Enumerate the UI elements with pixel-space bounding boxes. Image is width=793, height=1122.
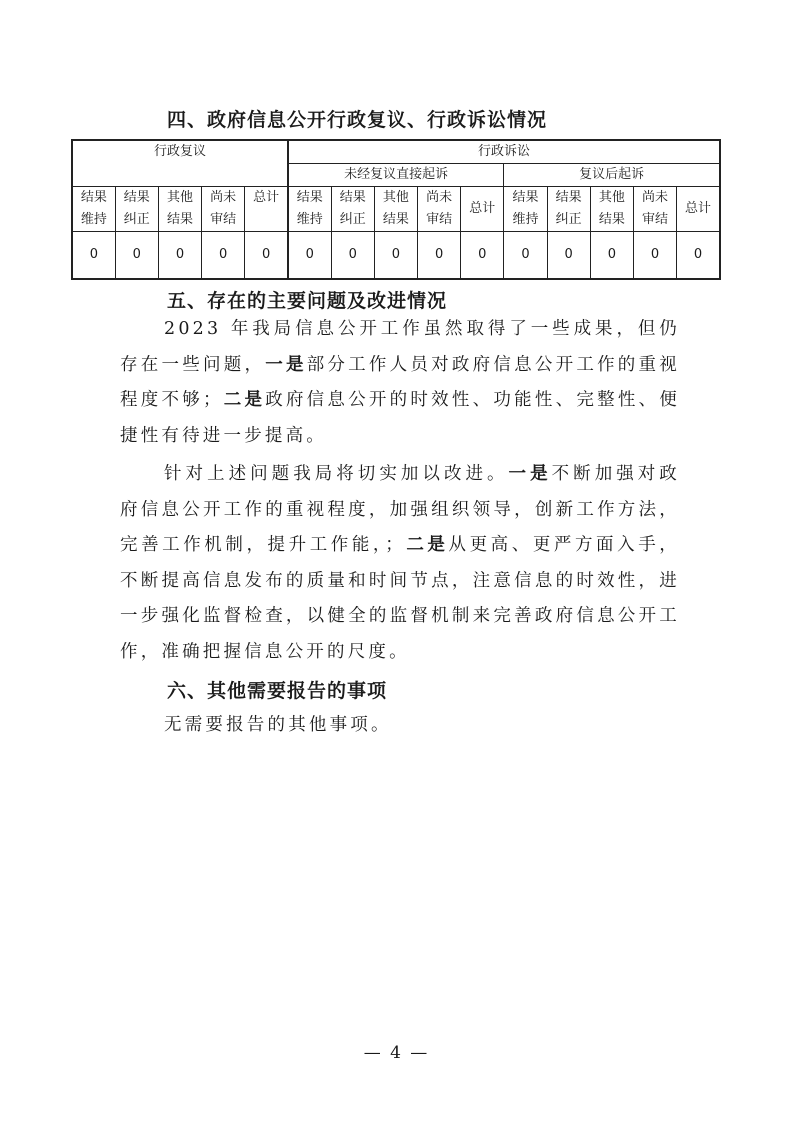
direct-suit-header: 未经复议直接起诉 bbox=[288, 164, 504, 187]
table-cell: 0 bbox=[547, 232, 590, 279]
table-header-row-3 bbox=[72, 187, 720, 232]
table-cell: 0 bbox=[245, 232, 288, 279]
emphasis-second: 二是 bbox=[223, 390, 266, 410]
admin-litigation-header: 行政诉讼 bbox=[288, 140, 720, 164]
emphasis-first: 一是 bbox=[508, 464, 552, 484]
review-litigation-table bbox=[71, 139, 721, 280]
col-header-total: 总计 bbox=[245, 187, 288, 232]
table-cell: 0 bbox=[677, 232, 720, 279]
emphasis-first: 一是 bbox=[265, 354, 307, 375]
paragraph-text: 不断加强对政府信息公开工作的重视程度，加强组织领导，创新工作方法，完善工作机制，提升工作能，； bbox=[120, 464, 680, 555]
table-cell: 0 bbox=[331, 232, 374, 279]
section-4-heading: 四、政府信息公开行政复议、行政诉讼情况 bbox=[167, 109, 548, 131]
col-header-upheld: 结果 维持 bbox=[288, 187, 331, 232]
col-header-other: 其他 结果 bbox=[590, 187, 633, 232]
table-cell: 0 bbox=[504, 232, 547, 279]
col-header-pending: 尚未 审结 bbox=[202, 187, 245, 232]
page-number: — 4 — bbox=[363, 1043, 430, 1063]
table-cell: 0 bbox=[633, 232, 676, 279]
table-row bbox=[72, 232, 720, 279]
paragraph-text: 部分工作人员对政府信息公开工作的重视程度不够； bbox=[120, 354, 680, 410]
col-header-pending: 尚未 审结 bbox=[633, 187, 676, 232]
table-header-row-1 bbox=[72, 140, 720, 164]
col-header-pending: 尚未 审结 bbox=[418, 187, 461, 232]
col-header-corrected: 结果 纠正 bbox=[115, 187, 158, 232]
col-header-other: 其他 结果 bbox=[374, 187, 417, 232]
paragraph-text: 针对上述问题我局将切实加以改进。 bbox=[164, 464, 509, 484]
table-cell: 0 bbox=[288, 232, 331, 279]
col-header-corrected: 结果 纠正 bbox=[331, 187, 374, 232]
problems-paragraph bbox=[120, 312, 680, 454]
table-cell: 0 bbox=[374, 232, 417, 279]
section-5-heading: 五、存在的主要问题及改进情况 bbox=[167, 290, 448, 312]
col-header-corrected: 结果 纠正 bbox=[547, 187, 590, 232]
table-cell: 0 bbox=[461, 232, 504, 279]
table-cell: 0 bbox=[590, 232, 633, 279]
table-cell: 0 bbox=[418, 232, 461, 279]
table-cell: 0 bbox=[72, 232, 115, 279]
after-review-header: 复议后起诉 bbox=[504, 164, 720, 187]
col-header-other: 其他 结果 bbox=[158, 187, 201, 232]
paragraph-text: 政府信息公开的时效性、功能性、完整性、便捷性有待进一步提高。 bbox=[120, 390, 681, 446]
table-cell: 0 bbox=[202, 232, 245, 279]
emphasis-second: 二是 bbox=[405, 535, 449, 555]
admin-review-header: 行政复议 bbox=[72, 140, 288, 187]
improvements-paragraph bbox=[120, 457, 680, 670]
col-header-upheld: 结果 维持 bbox=[504, 187, 547, 232]
paragraph-text: 从更高、更严方面入手，不断提高信息发布的质量和时间节点，注意信息的时效性，进一步强化监督检查，以健全的监督机制来完善政府信息公开工作，准确把握信息公开的尺度。 bbox=[120, 535, 680, 662]
table-cell: 0 bbox=[158, 232, 201, 279]
paragraph-text: 2023 年我局信息公开工作虽然取得了一些成果，但仍存在一些问题， bbox=[120, 319, 680, 375]
col-header-total: 总计 bbox=[461, 187, 504, 232]
table-cell: 0 bbox=[115, 232, 158, 279]
col-header-upheld: 结果 维持 bbox=[72, 187, 115, 232]
other-matters-paragraph: 无需要报告的其他事项。 bbox=[164, 715, 392, 735]
col-header-total: 总计 bbox=[677, 187, 720, 232]
section-6-heading: 六、其他需要报告的事项 bbox=[167, 680, 388, 702]
